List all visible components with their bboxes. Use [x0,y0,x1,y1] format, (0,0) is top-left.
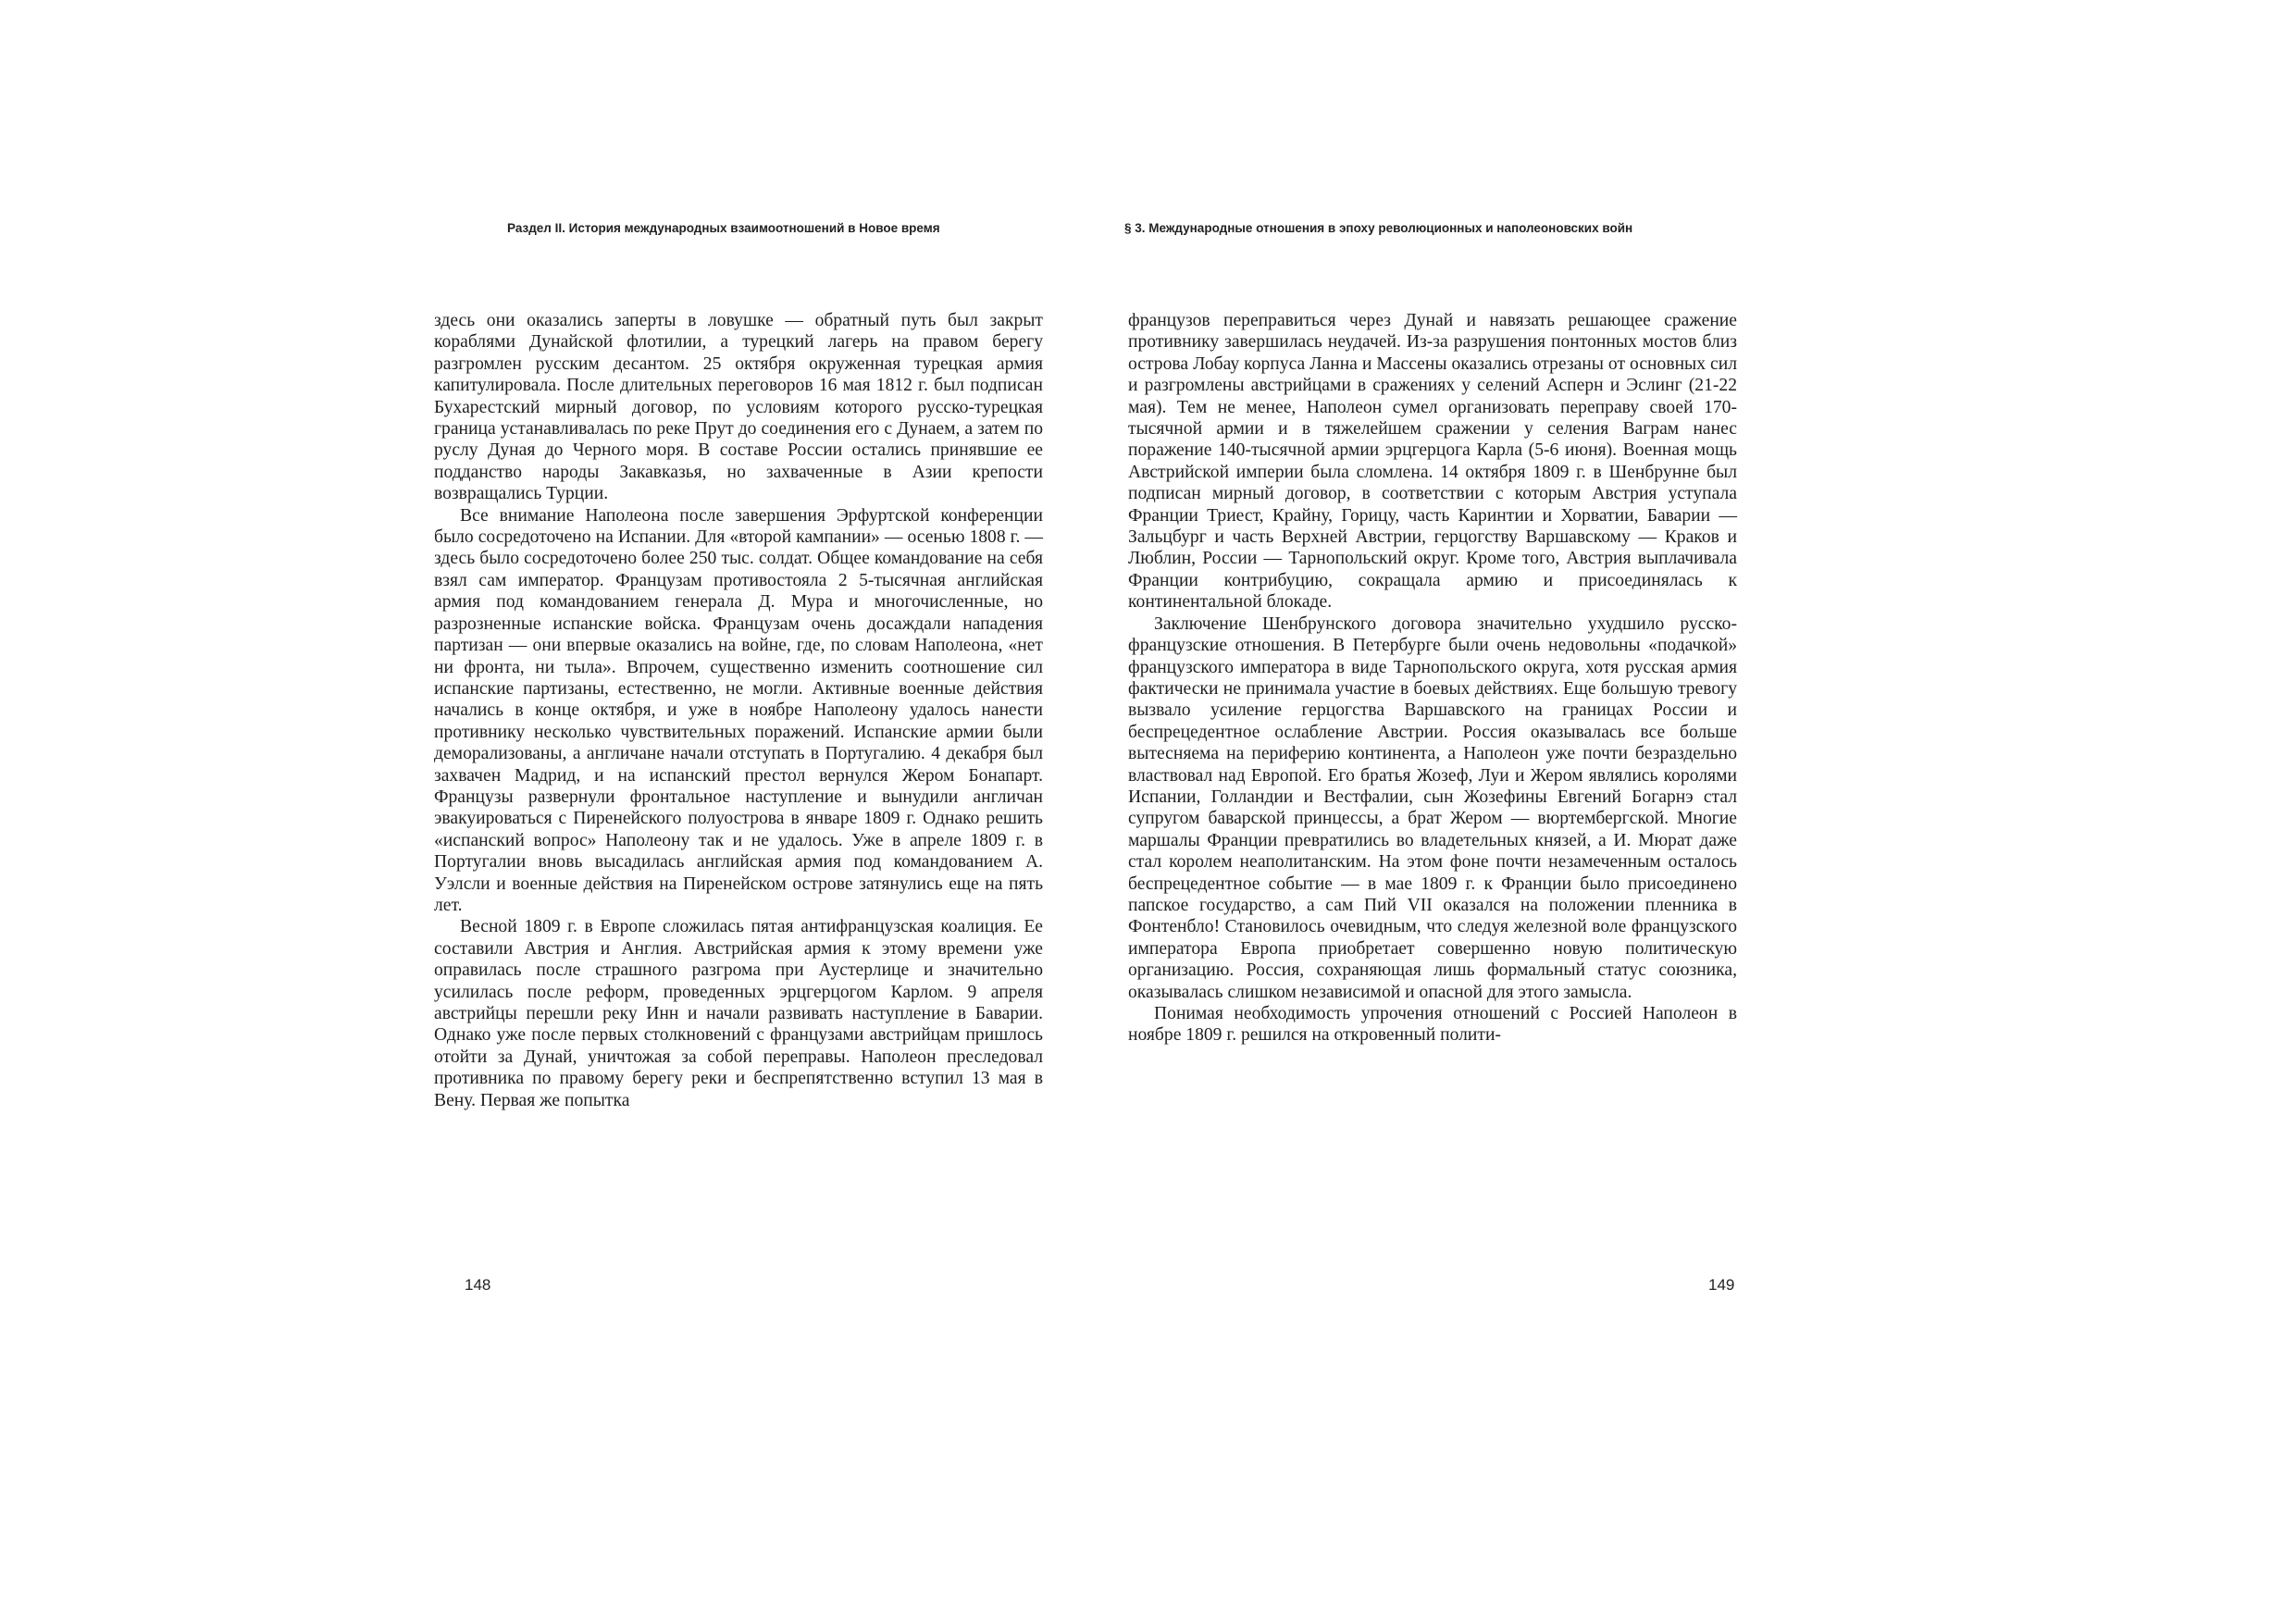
paragraph: французов переправиться через Дунай и навязать решающее сражение противнику завершилась неудачей. Из-за разрушения понтонных мостов близ острова Лобау корпуса Ланна и Массены оказались отрезаны от основных сил и разгромлены австрийцами в сражениях у селений Асперн и Эслинг (21-22 мая). Тем не менее, Наполеон сумел организовать переправу своей 170-тысячной армии и в тяжелейшем сражении у селения Ваграм нанес поражение 140-тысячной армии эрцгерцога Карла (5-6 июня). Военная мощь Австрийской империи была сломлена. 14 октября 1809 г. в Шенбрунне был подписан мирный договор, в соответствии с которым Австрия уступала Франции Триест, Крайну, Горицу, часть Каринтии и Хорватии, Баварии — Зальцбург и часть Верхней Австрии, герцогству Варшавскому — Краков и Люблин, России — Тарнопольский округ. Кроме того, Австрия выплачивала Франции контрибуцию, сокращала армию и присоединялась к континентальной блокаде. [1128,311,1737,613]
page-number-left: 148 [465,1276,491,1294]
paragraph: Все внимание Наполеона после завершения Эрфуртской конференции было сосредоточено на Испании. Для «второй кампании» — осенью 1808 г. — здесь было сосредоточено более 250 тыс. солдат. Общее командование на себя взял сам император. Французам противостояла 2 5-тысячная английская армия под командованием генерала Д. Мура и многочисленные, но разрозненные испанские войска. Французам очень досаждали нападения партизан — они впервые оказались на войне, где, по словам Наполеона, «нет ни фронта, ни тыла». Впрочем, существенно изменить соотношение сил испанские партизаны, естественно, не могли. Активные военные действия начались в конце октября, и уже в ноябре Наполеону удалось нанести противнику несколько чувствительных поражений. Испанские армии были деморализованы, а англичане начали отступать в Португалию. 4 декабря был захвачен Мадрид, и на испанский престол вернулся Жером Бонапарт. Французы развернули фронтальное наступление и вынудили англичан эвакуироваться с Пиренейского полуострова в январе 1809 г. Однако решить «испанский вопрос» Наполеону так и не удалось. Уже в апреле 1809 г. в Португалии вновь высадилась английская армия под командованием А. Уэлсли и военные действия на Пиренейском острове затянулись еще на пять лет. [434,505,1043,915]
left-page-text [434,310,1043,1111]
running-head-left: Раздел II. История международных взаимоотношений в Новое время [507,221,940,235]
running-head-right: § 3. Международные отношения в эпоху революционных и наполеоновских войн [1124,221,1633,235]
right-page [1124,0,2296,1623]
right-page-text [1128,310,1737,1047]
paragraph: Понимая необходимость упрочения отношений с Россией Наполеон в ноябре 1809 г. решился на откровенный полити- [1128,1004,1737,1046]
paragraph: здесь они оказались заперты в ловушке — обратный путь был закрыт кораблями Дунайской флотилии, а турецкий лагерь на правом берегу разгромлен русским десантом. 25 октября окруженная турецкая армия капитулировала. После длительных переговоров 16 мая 1812 г. был подписан Бухарестский мирный договор, по условиям которого русско-турецкая граница устанавливалась по реке Прут до соединения его с Дунаем, а затем по руслу Дуная до Черного моря. В составе России остались принявшие ее подданство народы Закавказья, но захваченные в Азии крепости возвращались Турции. [434,311,1043,504]
paragraph: Весной 1809 г. в Европе сложилась пятая антифранцузская коалиция. Ее составили Австрия и Англия. Австрийская армия к этому времени уже оправилась после страшного разгрома при Аустерлице и значительно усилилась после реформ, проведенных эрцгерцогом Карлом. 9 апреля австрийцы перешли реку Инн и начали развивать наступление в Баварии. Однако уже после первых столкновений с французами австрийцам пришлось отойти за Дунай, уничтожая за собой переправы. Наполеон преследовал противника по правому берегу реки и беспрепятственно вступил 13 мая в Вену. Первая же попытка [434,917,1043,1110]
paragraph: Заключение Шенбрунского договора значительно ухудшило русско-французские отношения. В Петербурге были очень недовольны «подачкой» французского императора в виде Тарнопольского округа, хотя русская армия фактически не принимала участие в боевых действиях. Еще большую тревогу вызвало усиление герцогства Варшавского на границах России и беспрецедентное ослабление Австрии. Россия оказывалась все больше вытесняема на периферию континента, а Наполеон уже почти безраздельно властвовал над Европой. Его братья Жозеф, Луи и Жером являлись королями Испании, Голландии и Вестфалии, сын Жозефины Евгений Богарнэ стал супругом баварской принцессы, а брат Жером — вюртембергской. Многие маршалы Франции превратились во владетельных князей, а И. Мюрат даже стал королем неаполитанским. На этом фоне почти незамеченным осталось беспрецедентное событие — в мае 1809 г. к Франции было присоединено папское государство, а сам Пий VII оказался на положении пленника в Фонтенбло! Становилось очевидным, что следуя железной воле французского императора Европа приобретает совершенно новую политическую организацию. Россия, сохраняющая лишь формальный статус союзника, оказывалась слишком независимой и опасной для этого замысла. [1128,613,1737,1002]
page-number-right: 149 [1708,1276,1735,1294]
